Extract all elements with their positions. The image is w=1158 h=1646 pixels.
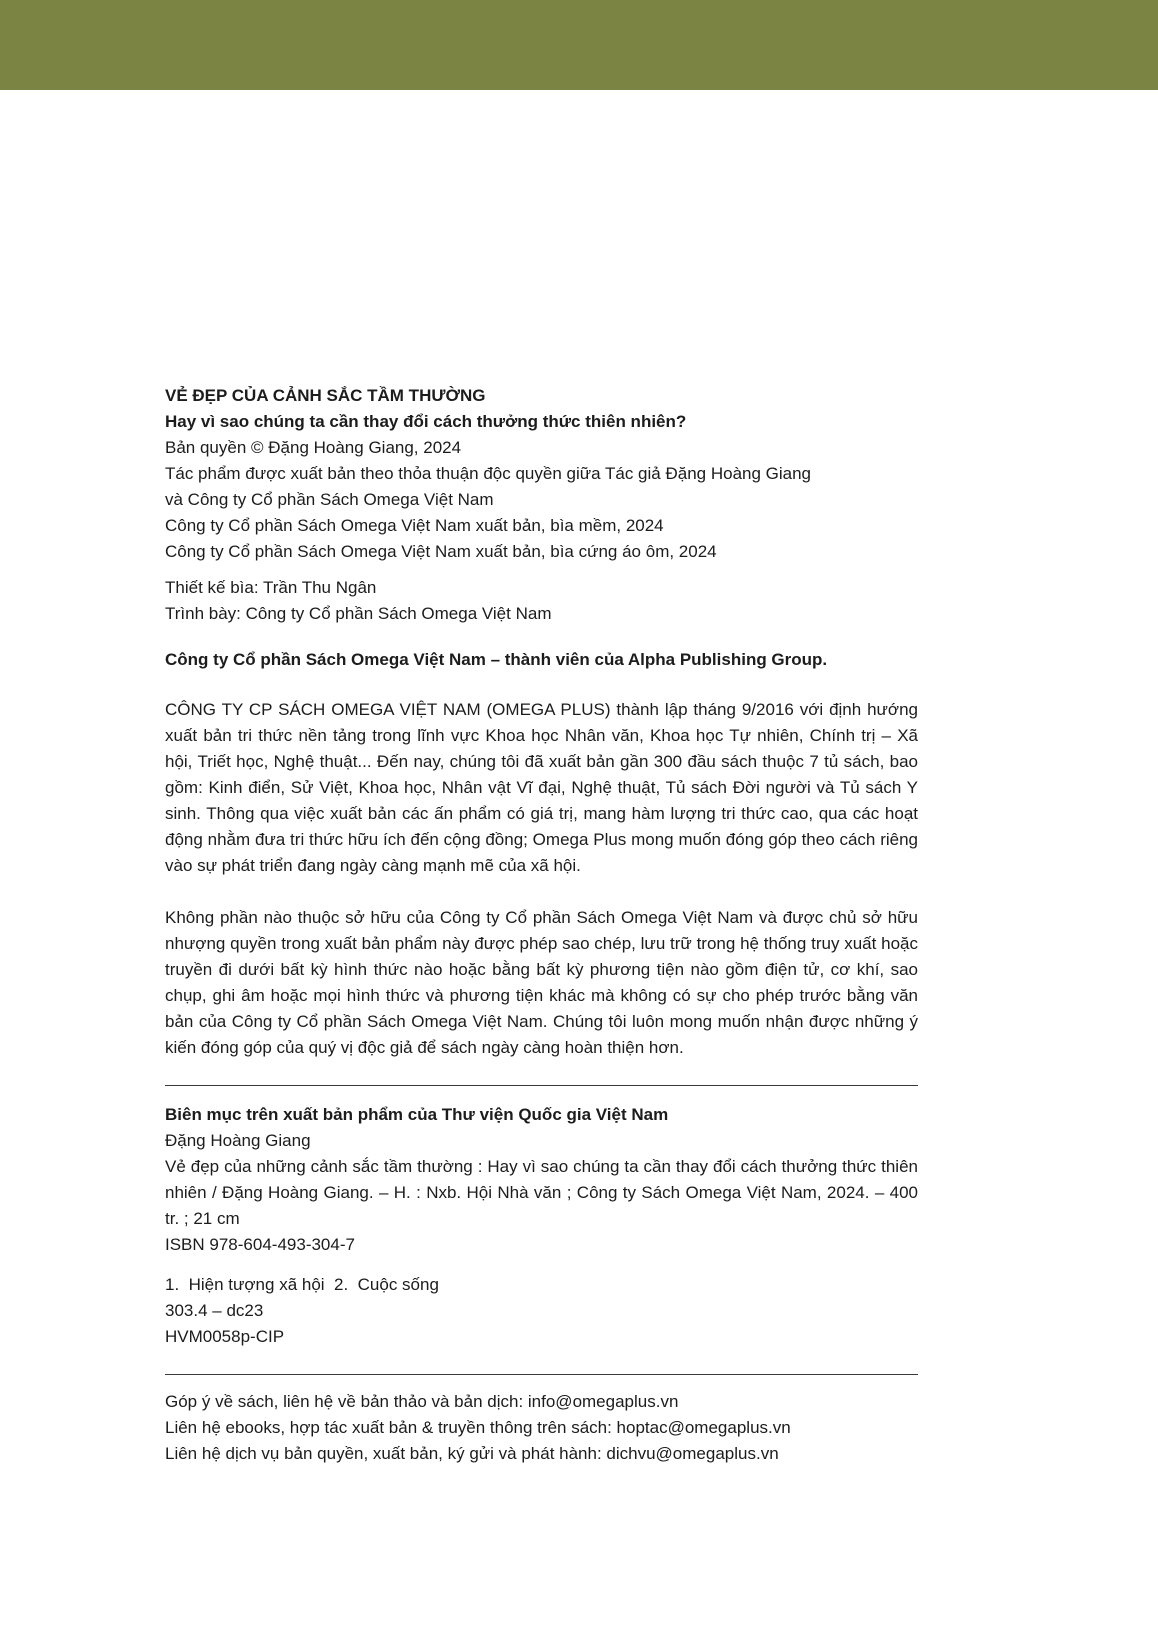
- copyright-line: Bản quyền © Đặng Hoàng Giang, 2024: [165, 438, 462, 457]
- subjects-block: [165, 1272, 918, 1350]
- credit-line: Thiết kế bìa: Trần Thu Ngân: [165, 578, 377, 597]
- cataloging-author: Đặng Hoàng Giang: [165, 1131, 311, 1150]
- subjects-line: 1. Hiện tượng xã hội 2. Cuộc sống: [165, 1275, 439, 1294]
- copyright-line: Công ty Cổ phần Sách Omega Việt Nam xuất bản, bìa mềm, 2024: [165, 516, 664, 535]
- cip-line: HVM0058p-CIP: [165, 1327, 285, 1346]
- colophon-content: [165, 383, 918, 1467]
- membership-line: Công ty Cổ phần Sách Omega Việt Nam – thành viên của Alpha Publishing Group.: [165, 650, 828, 669]
- contact-line: Liên hệ ebooks, hợp tác xuất bản & truyền thông trên sách: hoptac@omegaplus.vn: [165, 1418, 791, 1437]
- cataloging-block: [165, 1102, 918, 1258]
- about-paragraph: CÔNG TY CP SÁCH OMEGA VIỆT NAM (OMEGA PLUS) thành lập tháng 9/2016 với định hướng xuất bản tri thức nền tảng trong lĩnh vực Khoa học Nhân văn, Khoa học Tự nhiên, Chính trị – Xã hội, Triết học, Nghệ thuật... Đến nay, chúng tôi đã xuất bản gần 300 đầu sách thuộc 7 tủ sách, bao gồm: Kinh điển, Sử Việt, Khoa học, Nhân vật Vĩ đại, Nghệ thuật, Tủ sách Đời người và Tủ sách Y sinh. Thông qua việc xuất bản các ấn phẩm có giá trị, mang hàm lượng tri thức cao, qua các hoạt động nhằm đưa tri thức hữu ích đến cộng đồng; Omega Plus mong muốn đóng góp theo cách riêng vào sự phát triển đang ngày càng mạnh mẽ của xã hội.: [165, 700, 918, 875]
- ddc-line: 303.4 – dc23: [165, 1301, 264, 1320]
- title-block: [165, 383, 918, 565]
- contact-line: Liên hệ dịch vụ bản quyền, xuất bản, ký gửi và phát hành: dichvu@omegaplus.vn: [165, 1444, 779, 1463]
- book-title: VẺ ĐẸP CỦA CẢNH SẮC TẦM THƯỜNG: [165, 386, 486, 405]
- rights-paragraph: Không phần nào thuộc sở hữu của Công ty Cổ phần Sách Omega Việt Nam và được chủ sở hữu nhượng quyền trong xuất bản phẩm này được phép sao chép, lưu trữ trong hệ thống truy xuất hoặc truyền đi dưới bất kỳ hình thức nào hoặc bằng bất kỳ phương tiện nào gồm điện tử, cơ khí, sao chụp, ghi âm hoặc mọi hình thức và phương tiện khác mà không có sự cho phép trước bằng văn bản của Công ty Cổ phần Sách Omega Việt Nam. Chúng tôi luôn mong muốn nhận được những ý kiến đóng góp của quý vị độc giả để sách ngày càng hoàn thiện hơn.: [165, 908, 918, 1057]
- copyright-line: và Công ty Cổ phần Sách Omega Việt Nam: [165, 490, 494, 509]
- isbn-line: ISBN 978-604-493-304-7: [165, 1235, 355, 1254]
- credits-block: [165, 575, 918, 627]
- copyright-line: Công ty Cổ phần Sách Omega Việt Nam xuất bản, bìa cứng áo ôm, 2024: [165, 542, 717, 561]
- contact-block: [165, 1389, 918, 1467]
- top-band: [0, 0, 1158, 90]
- divider: [165, 1374, 918, 1375]
- contact-line: Góp ý về sách, liên hệ về bản thảo và bản dịch: info@omegaplus.vn: [165, 1392, 679, 1411]
- book-subtitle: Hay vì sao chúng ta cần thay đổi cách thưởng thức thiên nhiên?: [165, 412, 687, 431]
- copyright-line: Tác phẩm được xuất bản theo thỏa thuận độc quyền giữa Tác giả Đặng Hoàng Giang: [165, 464, 812, 483]
- cataloging-description: Vẻ đẹp của những cảnh sắc tầm thường : Hay vì sao chúng ta cần thay đổi cách thưởng thức thiên nhiên / Đặng Hoàng Giang. – H. : Nxb. Hội Nhà văn ; Công ty Sách Omega Việt Nam, 2024. – 400 tr. ; 21 cm: [165, 1157, 918, 1228]
- divider: [165, 1085, 918, 1086]
- cataloging-heading: Biên mục trên xuất bản phẩm của Thư viện Quốc gia Việt Nam: [165, 1105, 669, 1124]
- credit-line: Trình bày: Công ty Cổ phần Sách Omega Việt Nam: [165, 604, 552, 623]
